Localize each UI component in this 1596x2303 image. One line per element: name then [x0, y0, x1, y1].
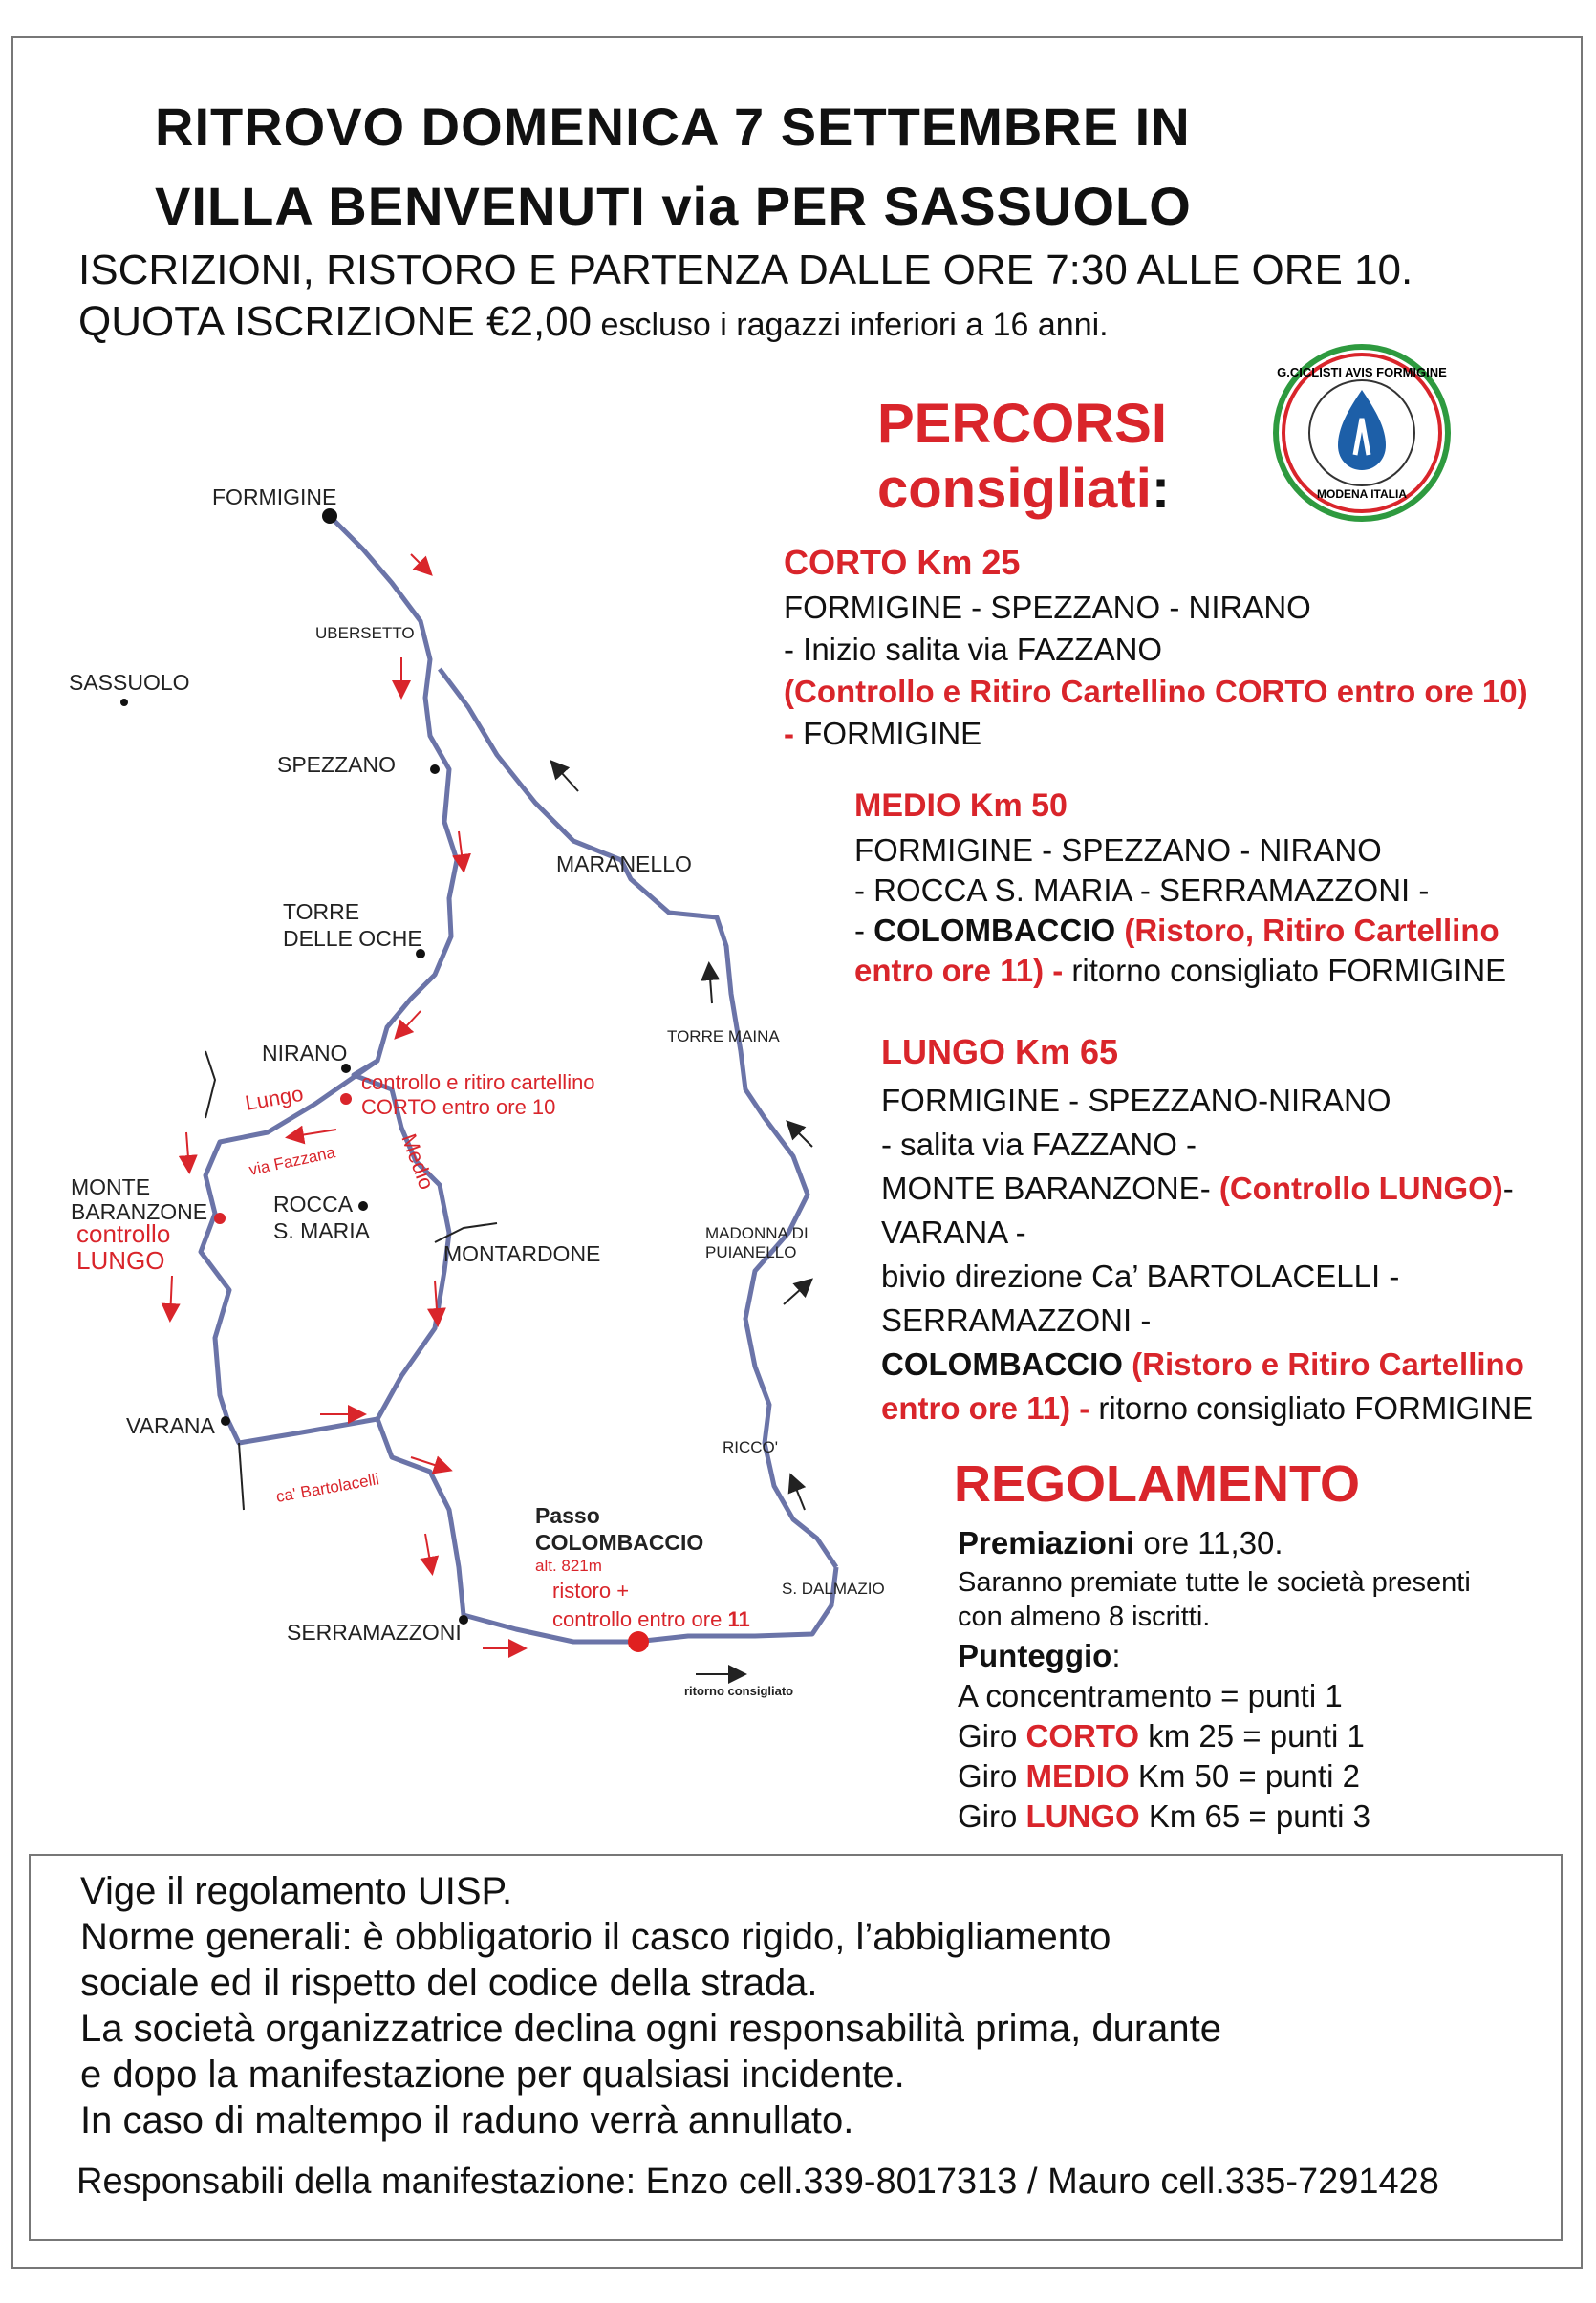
medio-title: MEDIO Km 50 [854, 787, 1068, 824]
label-serramazzoni: SERRAMAZZONI [287, 1620, 462, 1645]
footer-contacts: Responsabili della manifestazione: Enzo cell.339-8017313 / Mauro cell.335-7291428 [76, 2162, 1439, 2202]
percorsi-title-2 [877, 457, 1170, 521]
footer-line-3: sociale ed il rispetto del codice della strada. [80, 1962, 818, 2004]
header-line-4 [78, 298, 1109, 346]
label-ritorno: ritorno consigliato [684, 1684, 794, 1698]
medio-line-2: - ROCCA S. MARIA - SERRAMAZZONI - [854, 872, 1430, 908]
lungo-line-5: bivio direzione Ca’ BARTOLACELLI - [881, 1259, 1400, 1294]
score-corto: CORTO [1025, 1718, 1140, 1754]
quota-note: escluso i ragazzi inferiori a 16 anni. [592, 307, 1109, 343]
lungo-line-8 [881, 1388, 1533, 1430]
corto-dash: - [784, 716, 804, 751]
label-alt: alt. 821m [535, 1557, 602, 1575]
label-maranello: MARANELLO [556, 851, 692, 876]
label-monte-2: BARANZONE [71, 1199, 208, 1224]
medio-dash: - [854, 913, 874, 948]
dot-spezzano [430, 764, 440, 774]
lungo-line-6: SERRAMAZZONI - [881, 1302, 1152, 1338]
route-line-lungo-loop [201, 1061, 377, 1443]
lungo-line-7 [881, 1344, 1524, 1386]
quota-text: QUOTA ISCRIZIONE €2,00 [78, 298, 593, 345]
lungo-colombaccio: COLOMBACCIO [881, 1346, 1123, 1382]
percorsi-consigliati: consigliati [877, 458, 1152, 520]
label-passo: Passo [535, 1503, 600, 1528]
score-giro: Giro [958, 1758, 1026, 1794]
direction-arrow [186, 1132, 189, 1171]
score-medio-pts: Km 50 = punti 2 [1129, 1758, 1360, 1794]
label-varana: VARANA [126, 1413, 215, 1438]
dot-colombaccio [628, 1631, 649, 1652]
lungo-entro: entro ore 11) - [881, 1390, 1099, 1426]
footer-line-4: La società organizzatrice declina ogni responsabilità prima, durante [80, 2008, 1222, 2050]
label-ctrl-corto-2: CORTO entro ore 10 [361, 1095, 556, 1119]
score-lungo: LUNGO [1025, 1798, 1140, 1834]
label-rocca-2: S. MARIA [273, 1218, 370, 1243]
premiazioni-note-2: con almeno 8 iscritti. [958, 1602, 1211, 1632]
label-ctrl-lungo-2: LUNGO [76, 1246, 165, 1275]
lungo-controllo: (Controllo LUNGO) [1219, 1171, 1503, 1206]
route-map [0, 459, 898, 1720]
premiazioni-note-1: Saranno premiate tutte le società presenti [958, 1567, 1471, 1598]
label-ricco: RICCO' [723, 1438, 779, 1456]
direction-arrow [411, 554, 430, 573]
corto-line-2: - Inizio salita via FAZZANO [784, 632, 1163, 667]
score-giro: Giro [958, 1798, 1026, 1834]
punteggio-colon: : [1111, 1638, 1121, 1673]
label-s-dalmazio: S. DALMAZIO [782, 1580, 885, 1598]
logo-text-top: G.CICLISTI AVIS FORMIGINE [1277, 365, 1447, 379]
label-ristoro: ristoro + [552, 1579, 630, 1603]
header-line-3: ISCRIZIONI, RISTORO E PARTENZA DALLE ORE 7:30 ALLE ORE 10. [78, 247, 1413, 293]
label-ctrl-colombaccio [552, 1607, 750, 1631]
punteggio-bold: Punteggio [958, 1638, 1112, 1673]
avis-logo [1271, 342, 1453, 524]
label-montardone: MONTARDONE [443, 1241, 601, 1266]
label-spezzano: SPEZZANO [277, 752, 396, 777]
label-nirano: NIRANO [262, 1041, 348, 1065]
return-arrow [784, 1281, 810, 1304]
return-arrow [552, 763, 578, 791]
regolamento-title: REGOLAMENTO [954, 1455, 1361, 1513]
header-line-2: VILLA BENVENUTI via PER SASSUOLO [155, 176, 1192, 236]
direction-arrow [289, 1130, 336, 1137]
medio-ristoro: (Ristoro, Ritiro Cartellino [1115, 913, 1499, 948]
medio-line-4 [854, 950, 1506, 992]
lungo-ristoro: (Ristoro e Ritiro Cartellino [1122, 1346, 1524, 1382]
lungo-ritorno: ritorno consigliato FORMIGINE [1098, 1390, 1534, 1426]
corto-line-1: FORMIGINE - SPEZZANO - NIRANO [784, 590, 1311, 625]
direction-arrow [170, 1276, 172, 1319]
medio-line-1: FORMIGINE - SPEZZANO - NIRANO [854, 832, 1382, 868]
corto-title: CORTO Km 25 [784, 543, 1021, 582]
dot-varana [221, 1416, 230, 1426]
return-arrow [791, 1476, 805, 1510]
score-row-3 [958, 1756, 1360, 1797]
dot-ctrl-lungo [214, 1213, 226, 1224]
header-line-1: RITROVO DOMENICA 7 SETTEMBRE IN [155, 97, 1191, 157]
punteggio-label [958, 1636, 1120, 1676]
side-road [435, 1223, 497, 1242]
score-row-2 [958, 1716, 1365, 1756]
direction-arrow [425, 1534, 432, 1572]
logo-text-bottom: MODENA ITALIA [1317, 487, 1407, 501]
label-sassuolo: SASSUOLO [69, 670, 190, 695]
medio-colombaccio: COLOMBACCIO [873, 913, 1116, 948]
dot-sassuolo [120, 699, 128, 706]
lungo-line-1: FORMIGINE - SPEZZANO-NIRANO [881, 1083, 1391, 1118]
footer-line-1: Vige il regolamento UISP. [80, 1870, 513, 1912]
percorsi-title-1: PERCORSI [877, 393, 1167, 455]
dot-formigine [322, 508, 337, 524]
lungo-line-3 [881, 1168, 1514, 1210]
return-arrow [788, 1123, 812, 1147]
direction-arrow [459, 831, 464, 870]
lungo-title: LUNGO Km 65 [881, 1032, 1119, 1071]
score-lungo-pts: Km 65 = punti 3 [1139, 1798, 1370, 1834]
footer-line-2: Norme generali: è obbligatorio il casco rigido, l’abbigliamento [80, 1916, 1111, 1958]
score-row-1: A concentramento = punti 1 [958, 1678, 1343, 1713]
ctrl-colombaccio-hour: 11 [727, 1607, 750, 1631]
dot-ctrl-corto [340, 1093, 352, 1105]
premiazioni-line [958, 1523, 1283, 1563]
score-corto-pts: km 25 = punti 1 [1139, 1718, 1365, 1754]
label-colombaccio: COLOMBACCIO [535, 1530, 704, 1555]
ctrl-colombaccio-text: controllo entro ore [552, 1607, 728, 1631]
label-torre-2: DELLE OCHE [283, 926, 422, 951]
corto-line-3: (Controllo e Ritiro Cartellino CORTO entro ore 10) [784, 674, 1528, 709]
lungo-line-4: VARANA - [881, 1215, 1026, 1250]
footer-rules [80, 1868, 1221, 2143]
lungo-monte: MONTE BARANZONE- [881, 1171, 1219, 1206]
lungo-dash: - [1502, 1171, 1514, 1206]
label-ctrl-lungo-1: controllo [76, 1219, 171, 1248]
score-medio: MEDIO [1025, 1758, 1130, 1794]
corto-formigine: FORMIGINE [803, 716, 982, 751]
label-ca-bartolacelli: ca' Bartolacelli [274, 1470, 381, 1506]
side-road [239, 1443, 244, 1510]
score-row-4 [958, 1797, 1370, 1837]
premiazioni-label: Premiazioni [958, 1525, 1135, 1560]
side-road [205, 1051, 215, 1118]
label-monte-1: MONTE [71, 1174, 151, 1199]
premiazioni-time: ore 11,30. [1134, 1525, 1283, 1560]
percorsi-colon: : [1151, 458, 1171, 520]
label-madonna-2: PUIANELLO [705, 1243, 797, 1261]
footer-line-6: In caso di maltempo il raduno verrà annullato. [80, 2099, 854, 2142]
label-madonna-1: MADONNA DI [705, 1224, 809, 1242]
label-torre-1: TORRE [283, 899, 360, 924]
label-ctrl-corto-1: controllo e ritiro cartellino [361, 1070, 595, 1094]
label-via-fazzana: via Fazzana [247, 1143, 337, 1179]
label-lungo-route: Lungo [243, 1081, 306, 1115]
medio-entro: entro ore 11) - [854, 953, 1072, 988]
footer-line-5: e dopo la manifestazione per qualsiasi incidente. [80, 2054, 905, 2096]
medio-line-3 [854, 910, 1499, 952]
dot-rocca [358, 1201, 368, 1211]
label-medio-route: Medio [397, 1130, 440, 1194]
lungo-line-2: - salita via FAZZANO - [881, 1127, 1197, 1162]
label-formigine: FORMIGINE [212, 484, 337, 509]
label-rocca-1: ROCCA [273, 1192, 354, 1216]
medio-ritorno: ritorno consigliato FORMIGINE [1071, 953, 1507, 988]
return-arrow [709, 965, 712, 1003]
score-giro: Giro [958, 1718, 1026, 1754]
label-torre-maina: TORRE MAINA [667, 1027, 780, 1045]
label-ubersetto: UBERSETTO [315, 624, 415, 642]
